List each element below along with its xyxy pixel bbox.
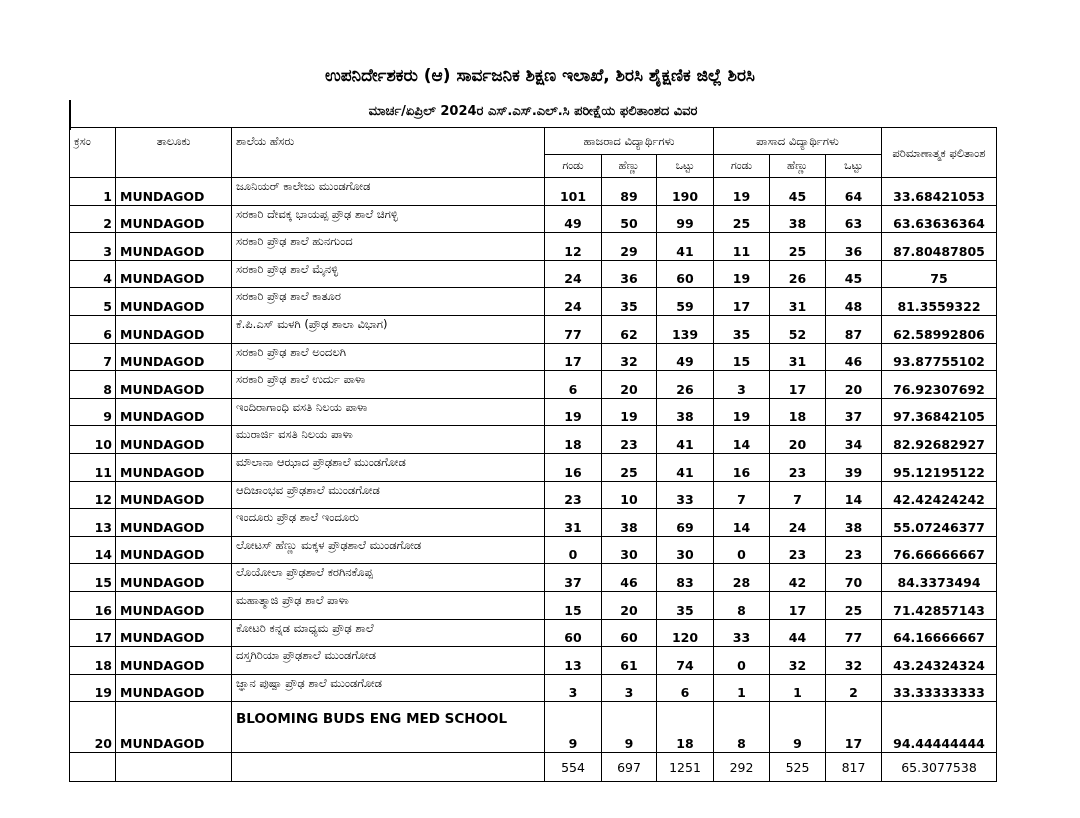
header-appeared-total: ಒಟ್ಟು [657, 155, 714, 178]
total-appeared-total: 1251 [657, 753, 714, 782]
serial-cell: 4 [70, 260, 116, 288]
appeared-total-cell: 83 [657, 564, 714, 592]
header-passed-total: ಒಟ್ಟು [826, 155, 882, 178]
passed-girls-cell: 9 [770, 702, 826, 753]
result-cell: 76.92307692 [882, 371, 997, 399]
passed-total-cell: 32 [826, 647, 882, 675]
passed-girls-cell: 25 [770, 233, 826, 261]
passed-girls-cell: 32 [770, 647, 826, 675]
taluk-cell: MUNDAGOD [116, 619, 232, 647]
totals-row [70, 753, 997, 782]
passed-girls-cell: 31 [770, 288, 826, 316]
result-cell: 81.3559322 [882, 288, 997, 316]
taluk-cell: MUNDAGOD [116, 564, 232, 592]
appeared-total-cell: 33 [657, 481, 714, 509]
appeared-girls-cell: 29 [602, 233, 657, 261]
passed-total-cell: 36 [826, 233, 882, 261]
serial-cell: 19 [70, 674, 116, 702]
school-name-cell: ಜ್ಞಾನ ಪುಷ್ಪಾ ಪ್ರೌಢ ಶಾಲೆ ಮುಂಡಗೋಡ [232, 674, 545, 702]
passed-boys-cell: 15 [714, 343, 770, 371]
table-row [70, 205, 997, 233]
appeared-girls-cell: 36 [602, 260, 657, 288]
result-cell: 33.33333333 [882, 674, 997, 702]
passed-boys-cell: 11 [714, 233, 770, 261]
table-row [70, 481, 997, 509]
taluk-cell: MUNDAGOD [116, 233, 232, 261]
passed-boys-cell: 25 [714, 205, 770, 233]
table-row [70, 509, 997, 537]
table-row [70, 315, 997, 343]
serial-cell: 16 [70, 591, 116, 619]
appeared-boys-cell: 77 [545, 315, 602, 343]
passed-boys-cell: 3 [714, 371, 770, 399]
appeared-boys-cell: 16 [545, 453, 602, 481]
header-appeared: ಹಾಜರಾದ ವಿದ್ಯಾರ್ಥಿಗಳು [545, 128, 714, 155]
header-passed: ಪಾಸಾದ ವಿದ್ಯಾರ್ಥಿಗಳು [714, 128, 882, 155]
appeared-boys-cell: 15 [545, 591, 602, 619]
school-name-cell: ಕೋಟರಿ ಕನ್ನಡ ಮಾಧ್ಯಮ ಪ್ರೌಢ ಶಾಲೆ [232, 619, 545, 647]
appeared-total-cell: 99 [657, 205, 714, 233]
school-name-cell: ಮುರಾರ್ಜಿ ವಸತಿ ನಿಲಯ ಪಾಳಾ [232, 426, 545, 454]
result-cell: 84.3373494 [882, 564, 997, 592]
appeared-girls-cell: 35 [602, 288, 657, 316]
passed-boys-cell: 0 [714, 536, 770, 564]
passed-total-cell: 20 [826, 371, 882, 399]
passed-boys-cell: 16 [714, 453, 770, 481]
passed-total-cell: 64 [826, 178, 882, 206]
table-row [70, 343, 997, 371]
appeared-total-cell: 41 [657, 453, 714, 481]
passed-total-cell: 37 [826, 398, 882, 426]
totals-empty-school [232, 753, 545, 782]
school-name-cell: ಸರಕಾರಿ ಪ್ರೌಢ ಶಾಲೆ ಕಾತೂರ [232, 288, 545, 316]
appeared-girls-cell: 50 [602, 205, 657, 233]
taluk-cell: MUNDAGOD [116, 674, 232, 702]
appeared-girls-cell: 10 [602, 481, 657, 509]
serial-cell: 11 [70, 453, 116, 481]
result-cell: 95.12195122 [882, 453, 997, 481]
passed-girls-cell: 23 [770, 536, 826, 564]
header-serial: ಕ್ರಸಂ [70, 128, 116, 178]
passed-girls-cell: 42 [770, 564, 826, 592]
passed-boys-cell: 14 [714, 509, 770, 537]
appeared-boys-cell: 12 [545, 233, 602, 261]
passed-total-cell: 70 [826, 564, 882, 592]
serial-cell: 10 [70, 426, 116, 454]
passed-boys-cell: 1 [714, 674, 770, 702]
passed-total-cell: 46 [826, 343, 882, 371]
appeared-boys-cell: 49 [545, 205, 602, 233]
total-result: 65.3077538 [882, 753, 997, 782]
total-passed-girls: 525 [770, 753, 826, 782]
appeared-girls-cell: 20 [602, 591, 657, 619]
table-row [70, 288, 997, 316]
result-cell: 97.36842105 [882, 398, 997, 426]
serial-cell: 13 [70, 509, 116, 537]
serial-cell: 9 [70, 398, 116, 426]
school-name-cell: ಮಹಾತ್ಮಾಜಿ ಪ್ರೌಢ ಶಾಲೆ ಪಾಳಾ [232, 591, 545, 619]
appeared-total-cell: 35 [657, 591, 714, 619]
taluk-cell: MUNDAGOD [116, 536, 232, 564]
taluk-cell: MUNDAGOD [116, 647, 232, 675]
appeared-total-cell: 190 [657, 178, 714, 206]
result-cell: 75 [882, 260, 997, 288]
passed-total-cell: 2 [826, 674, 882, 702]
appeared-boys-cell: 17 [545, 343, 602, 371]
header-school: ಶಾಲೆಯ ಹೆಸರು [232, 128, 545, 178]
passed-boys-cell: 35 [714, 315, 770, 343]
totals-empty-serial [70, 753, 116, 782]
appeared-girls-cell: 20 [602, 371, 657, 399]
taluk-cell: MUNDAGOD [116, 205, 232, 233]
result-cell: 62.58992806 [882, 315, 997, 343]
passed-total-cell: 38 [826, 509, 882, 537]
passed-total-cell: 14 [826, 481, 882, 509]
passed-girls-cell: 18 [770, 398, 826, 426]
serial-cell: 17 [70, 619, 116, 647]
passed-boys-cell: 19 [714, 260, 770, 288]
passed-total-cell: 17 [826, 702, 882, 753]
school-name-cell: ಇಂದಿರಾಗಾಂಧಿ ವಸತಿ ನಿಲಯ ಪಾಳಾ [232, 398, 545, 426]
passed-total-cell: 23 [826, 536, 882, 564]
appeared-girls-cell: 89 [602, 178, 657, 206]
passed-girls-cell: 23 [770, 453, 826, 481]
result-cell: 43.24324324 [882, 647, 997, 675]
passed-girls-cell: 44 [770, 619, 826, 647]
passed-girls-cell: 20 [770, 426, 826, 454]
result-cell: 64.16666667 [882, 619, 997, 647]
appeared-boys-cell: 31 [545, 509, 602, 537]
appeared-boys-cell: 13 [545, 647, 602, 675]
passed-boys-cell: 14 [714, 426, 770, 454]
taluk-cell: MUNDAGOD [116, 315, 232, 343]
taluk-cell: MUNDAGOD [116, 178, 232, 206]
header-appeared-boys: ಗಂಡು [545, 155, 602, 178]
table-row [70, 426, 997, 454]
appeared-total-cell: 69 [657, 509, 714, 537]
school-name-cell: ದಸ್ತಗಿರಿಯಾ ಪ್ರೌಢಶಾಲೆ ಮುಂಡಗೋಡ [232, 647, 545, 675]
appeared-boys-cell: 3 [545, 674, 602, 702]
passed-girls-cell: 17 [770, 371, 826, 399]
appeared-girls-cell: 25 [602, 453, 657, 481]
passed-boys-cell: 0 [714, 647, 770, 675]
serial-cell: 5 [70, 288, 116, 316]
table-row [70, 371, 997, 399]
appeared-girls-cell: 60 [602, 619, 657, 647]
result-cell: 42.42424242 [882, 481, 997, 509]
passed-girls-cell: 31 [770, 343, 826, 371]
appeared-girls-cell: 9 [602, 702, 657, 753]
table-row [70, 233, 997, 261]
appeared-total-cell: 26 [657, 371, 714, 399]
results-table [69, 127, 997, 782]
header-appeared-girls: ಹೆಣ್ಣು [602, 155, 657, 178]
appeared-girls-cell: 23 [602, 426, 657, 454]
table-row [70, 674, 997, 702]
school-name-cell: ಲೊಯೋಲಾ ಪ್ರೌಢಶಾಲೆ ಕರಗಿನಕೊಪ್ಪ [232, 564, 545, 592]
passed-total-cell: 39 [826, 453, 882, 481]
passed-girls-cell: 26 [770, 260, 826, 288]
total-passed-total: 817 [826, 753, 882, 782]
appeared-total-cell: 74 [657, 647, 714, 675]
page-title: ಉಪನಿರ್ದೇಶಕರು (ಆ) ಸಾರ್ವಜನಿಕ ಶಿಕ್ಷಣ ಇಲಾಖೆ, ಶಿರಸಿ ಶೈಕ್ಷಣಿಕ ಜಿಲ್ಲೆ ಶಿರಸಿ [325, 66, 755, 86]
table-row [70, 260, 997, 288]
school-name-cell: ಸರಕಾರಿ ಪ್ರೌಢ ಶಾಲೆ ಉರ್ದು ಪಾಳಾ [232, 371, 545, 399]
taluk-cell: MUNDAGOD [116, 371, 232, 399]
passed-girls-cell: 24 [770, 509, 826, 537]
passed-boys-cell: 28 [714, 564, 770, 592]
header-result: ಪರಿಮಾಣಾತ್ಮಕ ಫಲಿತಾಂಶ [882, 128, 997, 178]
appeared-boys-cell: 0 [545, 536, 602, 564]
table-row [70, 702, 997, 753]
serial-cell: 2 [70, 205, 116, 233]
taluk-cell: MUNDAGOD [116, 288, 232, 316]
passed-girls-cell: 45 [770, 178, 826, 206]
serial-cell: 1 [70, 178, 116, 206]
appeared-boys-cell: 60 [545, 619, 602, 647]
passed-boys-cell: 33 [714, 619, 770, 647]
passed-boys-cell: 7 [714, 481, 770, 509]
appeared-total-cell: 41 [657, 426, 714, 454]
passed-girls-cell: 38 [770, 205, 826, 233]
appeared-total-cell: 59 [657, 288, 714, 316]
taluk-cell: MUNDAGOD [116, 481, 232, 509]
serial-cell: 7 [70, 343, 116, 371]
appeared-boys-cell: 19 [545, 398, 602, 426]
table-body [70, 178, 997, 753]
passed-total-cell: 63 [826, 205, 882, 233]
appeared-boys-cell: 6 [545, 371, 602, 399]
passed-total-cell: 77 [826, 619, 882, 647]
page-subtitle: ಮಾರ್ಚ/ಏಪ್ರಿಲ್ 2024ರ ಎಸ್.ಎಸ್.ಎಲ್.ಸಿ ಪರೀಕ್ಷೆಯ ಫಲಿತಾಂಶದ ವಿವರ [368, 104, 698, 119]
totals-empty-taluk [116, 753, 232, 782]
taluk-cell: MUNDAGOD [116, 398, 232, 426]
table-row [70, 398, 997, 426]
serial-cell: 12 [70, 481, 116, 509]
table-row [70, 591, 997, 619]
serial-cell: 18 [70, 647, 116, 675]
appeared-boys-cell: 101 [545, 178, 602, 206]
appeared-girls-cell: 46 [602, 564, 657, 592]
table-row [70, 453, 997, 481]
appeared-boys-cell: 37 [545, 564, 602, 592]
appeared-total-cell: 120 [657, 619, 714, 647]
passed-boys-cell: 19 [714, 178, 770, 206]
total-appeared-girls: 697 [602, 753, 657, 782]
table-row [70, 647, 997, 675]
school-name-cell: ಜೂನಿಯರ್ ಕಾಲೇಜು ಮುಂಡಗೋಡ [232, 178, 545, 206]
table-row [70, 619, 997, 647]
appeared-total-cell: 60 [657, 260, 714, 288]
serial-cell: 6 [70, 315, 116, 343]
table-row [70, 564, 997, 592]
appeared-girls-cell: 32 [602, 343, 657, 371]
taluk-cell: MUNDAGOD [116, 453, 232, 481]
serial-cell: 8 [70, 371, 116, 399]
appeared-boys-cell: 23 [545, 481, 602, 509]
appeared-total-cell: 139 [657, 315, 714, 343]
header-passed-girls: ಹೆಣ್ಣು [770, 155, 826, 178]
appeared-girls-cell: 30 [602, 536, 657, 564]
appeared-total-cell: 49 [657, 343, 714, 371]
appeared-boys-cell: 18 [545, 426, 602, 454]
header-passed-boys: ಗಂಡು [714, 155, 770, 178]
result-cell: 94.44444444 [882, 702, 997, 753]
appeared-total-cell: 18 [657, 702, 714, 753]
serial-cell: 14 [70, 536, 116, 564]
school-name-cell: ಲೋಟಸ್ ಹೆಣ್ಣು ಮಕ್ಕಳ ಪ್ರೌಢಶಾಲೆ ಮುಂಡಗೋಡ [232, 536, 545, 564]
school-name-cell: ಇಂದೂರು ಪ್ರೌಢ ಶಾಲೆ ಇಂದೂರು [232, 509, 545, 537]
result-cell: 55.07246377 [882, 509, 997, 537]
passed-total-cell: 48 [826, 288, 882, 316]
passed-boys-cell: 8 [714, 702, 770, 753]
serial-cell: 15 [70, 564, 116, 592]
total-passed-boys: 292 [714, 753, 770, 782]
appeared-total-cell: 6 [657, 674, 714, 702]
school-name-cell: ಸರಕಾರಿ ದೇವಕ್ಕ ಭಾಯಪ್ಪ ಪ್ರೌಢ ಶಾಲೆ ಚಿಗಳ್ಳಿ [232, 205, 545, 233]
passed-girls-cell: 52 [770, 315, 826, 343]
passed-total-cell: 45 [826, 260, 882, 288]
school-name-cell: BLOOMING BUDS ENG MED SCHOOL [232, 702, 545, 753]
taluk-cell: MUNDAGOD [116, 591, 232, 619]
taluk-cell: MUNDAGOD [116, 260, 232, 288]
serial-cell: 3 [70, 233, 116, 261]
school-name-cell: ಮೌಲಾನಾ ಆಝಾದ ಪ್ರೌಢಶಾಲೆ ಮುಂಡಗೋಡ [232, 453, 545, 481]
appeared-boys-cell: 24 [545, 260, 602, 288]
passed-total-cell: 87 [826, 315, 882, 343]
passed-boys-cell: 19 [714, 398, 770, 426]
table-row [70, 536, 997, 564]
header-taluk: ತಾಲೂಕು [116, 128, 232, 178]
appeared-total-cell: 30 [657, 536, 714, 564]
result-cell: 82.92682927 [882, 426, 997, 454]
serial-cell: 20 [70, 702, 116, 753]
appeared-girls-cell: 62 [602, 315, 657, 343]
taluk-cell: MUNDAGOD [116, 509, 232, 537]
taluk-cell: MUNDAGOD [116, 343, 232, 371]
result-cell: 76.66666667 [882, 536, 997, 564]
school-name-cell: ಸರಕಾರಿ ಪ್ರೌಢ ಶಾಲೆ ಅಂದಲಗಿ [232, 343, 545, 371]
appeared-total-cell: 41 [657, 233, 714, 261]
school-name-cell: ಸರಕಾರಿ ಪ್ರೌಢ ಶಾಲೆ ಮೈನಳ್ಳಿ [232, 260, 545, 288]
appeared-girls-cell: 19 [602, 398, 657, 426]
passed-total-cell: 34 [826, 426, 882, 454]
school-name-cell: ಸರಕಾರಿ ಪ್ರೌಢ ಶಾಲೆ ಹುನಗುಂದ [232, 233, 545, 261]
appeared-total-cell: 38 [657, 398, 714, 426]
table-row [70, 178, 997, 206]
total-appeared-boys: 554 [545, 753, 602, 782]
passed-girls-cell: 1 [770, 674, 826, 702]
result-cell: 87.80487805 [882, 233, 997, 261]
appeared-girls-cell: 3 [602, 674, 657, 702]
appeared-boys-cell: 9 [545, 702, 602, 753]
passed-girls-cell: 7 [770, 481, 826, 509]
appeared-girls-cell: 61 [602, 647, 657, 675]
taluk-cell: MUNDAGOD [116, 702, 232, 753]
result-cell: 71.42857143 [882, 591, 997, 619]
result-cell: 33.68421053 [882, 178, 997, 206]
passed-total-cell: 25 [826, 591, 882, 619]
passed-boys-cell: 17 [714, 288, 770, 316]
school-name-cell: ಕೆ.ಪಿ.ಎಸ್ ಮಳಗಿ (ಪ್ರೌಢ ಶಾಲಾ ವಿಭಾಗ) [232, 315, 545, 343]
appeared-boys-cell: 24 [545, 288, 602, 316]
result-cell: 63.63636364 [882, 205, 997, 233]
passed-boys-cell: 8 [714, 591, 770, 619]
taluk-cell: MUNDAGOD [116, 426, 232, 454]
passed-girls-cell: 17 [770, 591, 826, 619]
appeared-girls-cell: 38 [602, 509, 657, 537]
result-cell: 93.87755102 [882, 343, 997, 371]
school-name-cell: ಆದಿಜಾಂಭವ ಪ್ರೌಢಶಾಲೆ ಮುಂಡಗೋಡ [232, 481, 545, 509]
table-header [70, 128, 997, 178]
